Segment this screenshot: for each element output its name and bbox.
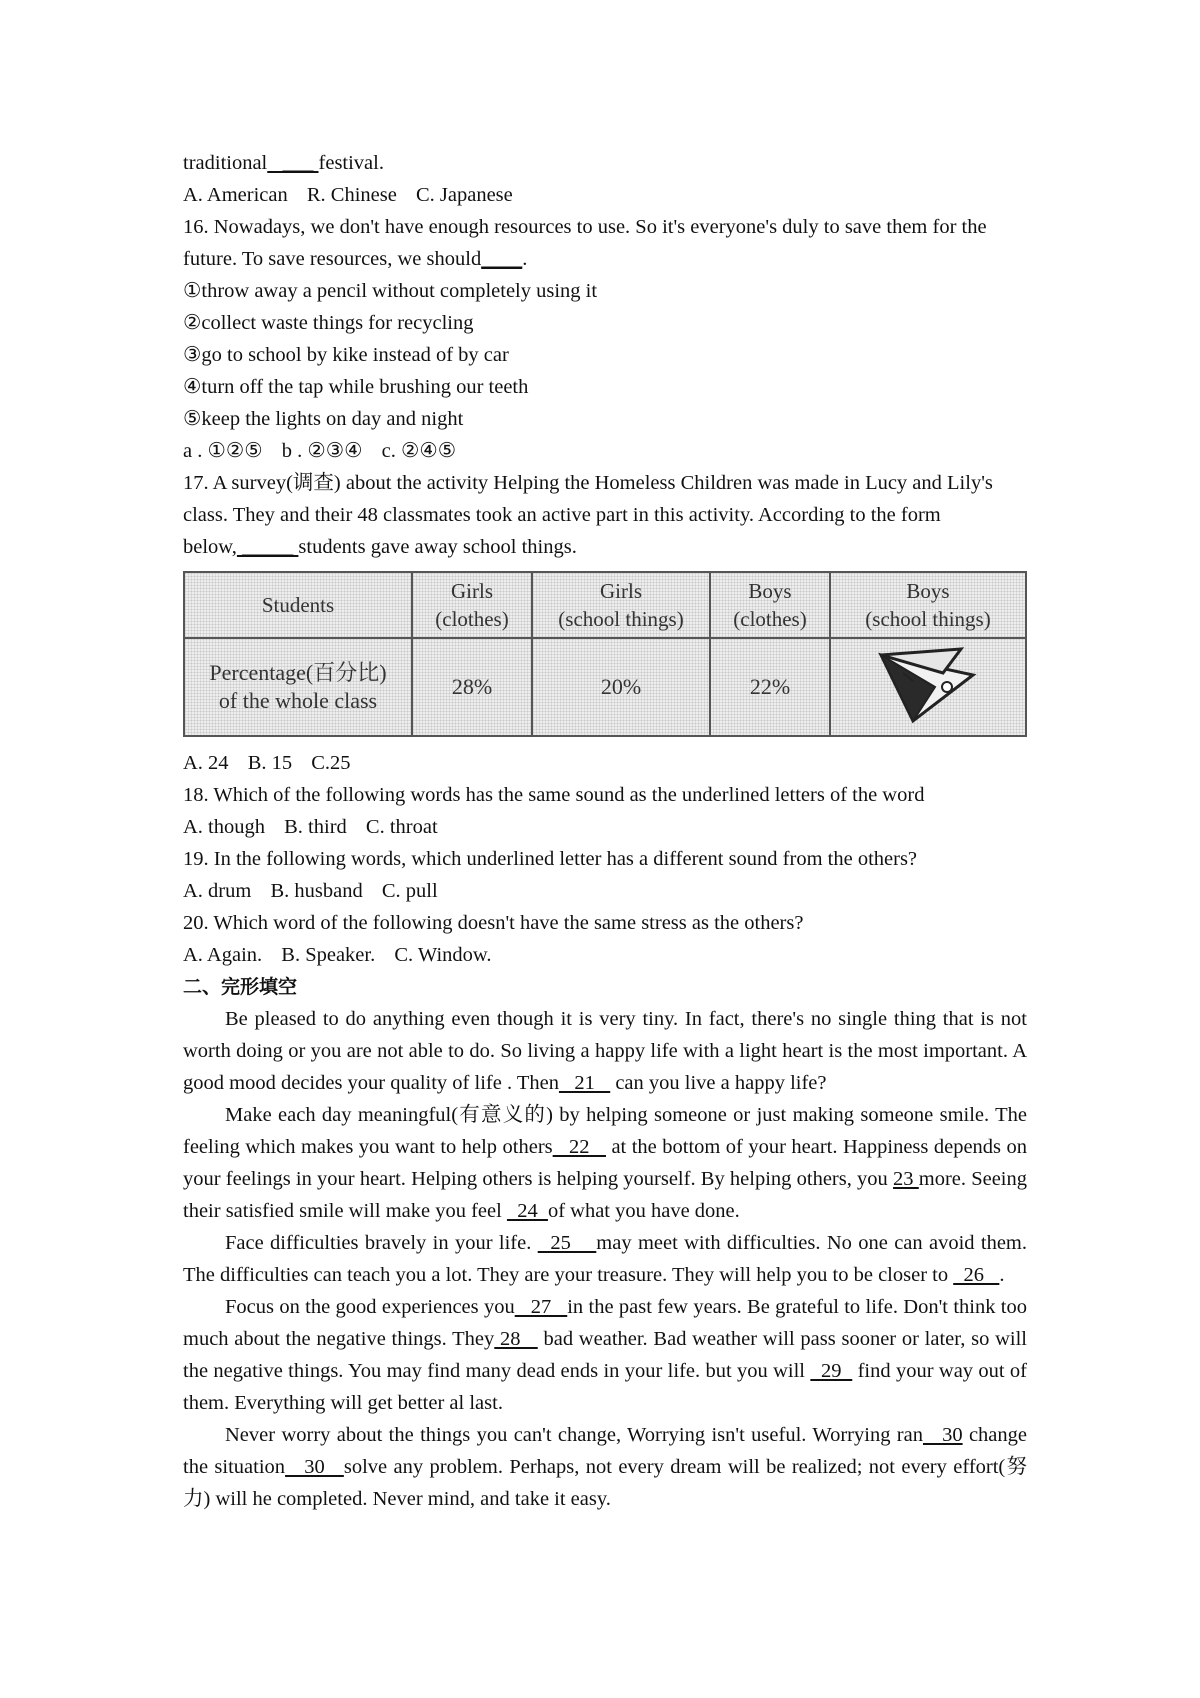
cloze-blank-27[interactable]: 27 (514, 1296, 568, 1318)
q20-option-c[interactable]: C. Window. (394, 944, 492, 966)
q19-question: 19. In the following words, which underlined letter has a different sound from the others? (183, 848, 918, 870)
paragraph-text: more. Seeing their satisfied smile will make you feel (183, 1168, 1028, 1222)
q17-options (183, 747, 1027, 779)
survey-row-label (184, 638, 412, 736)
q17-blank[interactable]: _____ (236, 536, 299, 558)
q16-item-5: ⑤keep the lights on day and night (183, 408, 464, 430)
q16-text: future. To save resources, we should (183, 248, 482, 270)
cloze-blank-23[interactable]: 23 (893, 1168, 919, 1190)
q16-item-1: ①throw away a pencil without completely using it (183, 280, 598, 302)
survey-header-students: Students (184, 572, 412, 638)
q19-option-b[interactable]: B. husband (270, 880, 363, 902)
paragraph-text: bad weather. Bad weather will pass sooner or later, so will the negative things. You may find many dead ends in your life. but you will (183, 1328, 1027, 1382)
survey-value-girls-clothes: 28% (412, 638, 532, 736)
worksheet-content (183, 147, 1027, 1515)
q19-options (183, 875, 1027, 907)
row-label-bottom: of the whole class (218, 688, 378, 713)
q19-option-a[interactable]: A. drum (183, 880, 252, 902)
q20-question: 20. Which word of the following doesn't have the same stress as the others? (183, 912, 804, 934)
survey-table (183, 571, 1027, 737)
header-bottom: (clothes) (435, 607, 509, 631)
q16-text-end: . (522, 248, 528, 270)
row-label-top: Percentage(百分比) (209, 660, 387, 685)
survey-header-boys-school (830, 572, 1026, 638)
q15-option-b[interactable]: R. Chinese (306, 184, 397, 206)
survey-value-boys-clothes: 22% (710, 638, 830, 736)
cloze-blank-30a[interactable]: 30 (922, 1424, 963, 1446)
q15-blank[interactable]: ___ (267, 152, 319, 174)
q20-options (183, 939, 1027, 971)
q15-tail (183, 147, 1027, 179)
q15-option-a[interactable]: A. American (183, 184, 288, 206)
q16-option-c[interactable]: c. ②④⑤ (381, 440, 457, 462)
paragraph-text: solve any problem. Perhaps, not every dream will be realized; not every effort(努力) will he completed. Never mind, and take it easy. (183, 1456, 1028, 1510)
header-top: Boys (748, 579, 792, 603)
paragraph-text: of what you have done. (547, 1200, 740, 1222)
q18-option-c[interactable]: C. throat (365, 816, 438, 838)
passage-paragraph-3 (183, 1227, 1027, 1291)
survey-header-girls-clothes (412, 572, 532, 638)
cloze-blank-28[interactable]: 28 (494, 1328, 538, 1350)
passage-paragraph-2 (183, 1099, 1027, 1227)
paragraph-text: in the past few years. Be grateful to life. Don't think too much about the negative things. They (183, 1296, 1027, 1350)
q18-option-a[interactable]: A. though (183, 816, 265, 838)
paragraph-text: can you live a happy life? (610, 1072, 827, 1094)
header-top: Girls (600, 579, 642, 603)
header-top: Girls (451, 579, 493, 603)
survey-value-boys-school (830, 638, 1026, 736)
paragraph-text: may meet with difficulties. No one can avoid them. The difficulties can teach you a lot. They are your treasure. They will help you to be closer to (183, 1232, 1028, 1286)
passage-paragraph-4 (183, 1291, 1027, 1419)
q16-item-4: ④turn off the tap while brushing our teeth (183, 376, 529, 398)
q17-text-end: students gave away school things. (298, 536, 577, 558)
paragraph-text: Be pleased to do anything even though it is very tiny. In fact, there's no single thing that is not worth doing or you are not able to do. So living a happy life with a light heart is the most important. A good mood decides your quality of life . Then (183, 1008, 1027, 1094)
paragraph-text: . (999, 1264, 1005, 1286)
cloze-blank-22[interactable]: 22 (552, 1136, 606, 1158)
cloze-blank-29[interactable]: 29 (810, 1360, 853, 1382)
q17-option-a[interactable]: A. 24 (183, 752, 229, 774)
paragraph-text: at the bottom of your heart. Happiness depends on your feelings in your heart. Helping others is helping yourself. By helping others, you (183, 1136, 1027, 1190)
q17-text: below, (183, 536, 237, 558)
cloze-blank-25[interactable]: 25 (537, 1232, 597, 1254)
survey-value-girls-school: 20% (532, 638, 710, 736)
header-bottom: (clothes) (733, 607, 807, 631)
q15-options (183, 179, 1027, 211)
q16-option-b[interactable]: b . ②③④ (281, 440, 363, 462)
passage-paragraph-1 (183, 1003, 1027, 1099)
header-bottom: (school things) (865, 607, 991, 631)
cloze-blank-26[interactable]: 26 (953, 1264, 1000, 1286)
q18-option-b[interactable]: B. third (284, 816, 347, 838)
header-bottom: (school things) (558, 607, 684, 631)
q15-option-c[interactable]: C. Japanese (415, 184, 513, 206)
survey-header-boys-clothes (710, 572, 830, 638)
q16-item-2: ②collect waste things for recycling (183, 312, 474, 334)
cloze-blank-21[interactable]: 21 (558, 1072, 611, 1094)
passage-paragraph-5 (183, 1419, 1027, 1515)
q17-line3 (183, 531, 1027, 563)
paragraph-text: Focus on the good experiences you (225, 1296, 515, 1318)
paragraph-text: find your way out of them. Everything will get better al last. (183, 1360, 1028, 1414)
q16-line2 (183, 243, 1027, 275)
q16-line1: 16. Nowadays, we don't have enough resources to use. So it's everyone's duly to save them for the (183, 216, 987, 238)
q15-text: traditional (183, 152, 268, 174)
header-top: Boys (906, 579, 950, 603)
section-2-heading: 二、完形填空 (183, 976, 298, 998)
q18-question: 18. Which of the following words has the same sound as the underlined letters of the word (183, 784, 925, 806)
q16-item-3: ③go to school by kike instead of by car (183, 344, 509, 366)
cloze-blank-24[interactable]: 24 (506, 1200, 548, 1222)
survey-header-girls-school (532, 572, 710, 638)
paragraph-text: Face difficulties bravely in your life. (225, 1232, 538, 1254)
q17-line1: 17. A survey(调查) about the activity Helping the Homeless Children was made in Lucy and Lily's (183, 472, 993, 494)
paragraph-text: change the situation (183, 1424, 1028, 1478)
survey-header-row (184, 572, 1026, 638)
q17-line2: class. They and their 48 classmates took an active part in this activity. According to the form (183, 504, 941, 526)
paragraph-text: Never worry about the things you can't change, Worrying isn't useful. Worrying ran (225, 1424, 923, 1446)
q18-options (183, 811, 1027, 843)
q16-options (183, 435, 1027, 467)
q16-blank[interactable]: ____ (481, 248, 523, 270)
cloze-blank-30b[interactable]: 30 (285, 1456, 344, 1478)
q17-option-c[interactable]: C.25 (311, 752, 351, 774)
paragraph-text: Make each day meaningful(有意义的) by helping someone or just making someone smile. The feeling which makes you want to help others (183, 1104, 1027, 1158)
q15-text-end: festival. (318, 152, 384, 174)
survey-value-row (184, 638, 1026, 736)
q17-option-b[interactable]: B. 15 (247, 752, 293, 774)
paper-plane-icon (873, 643, 983, 725)
q20-option-b[interactable]: B. Speaker. (281, 944, 376, 966)
q20-option-a[interactable]: A. Again. (183, 944, 263, 966)
q16-option-a[interactable]: a . ①②⑤ (183, 440, 263, 462)
q19-option-c[interactable]: C. pull (381, 880, 438, 902)
